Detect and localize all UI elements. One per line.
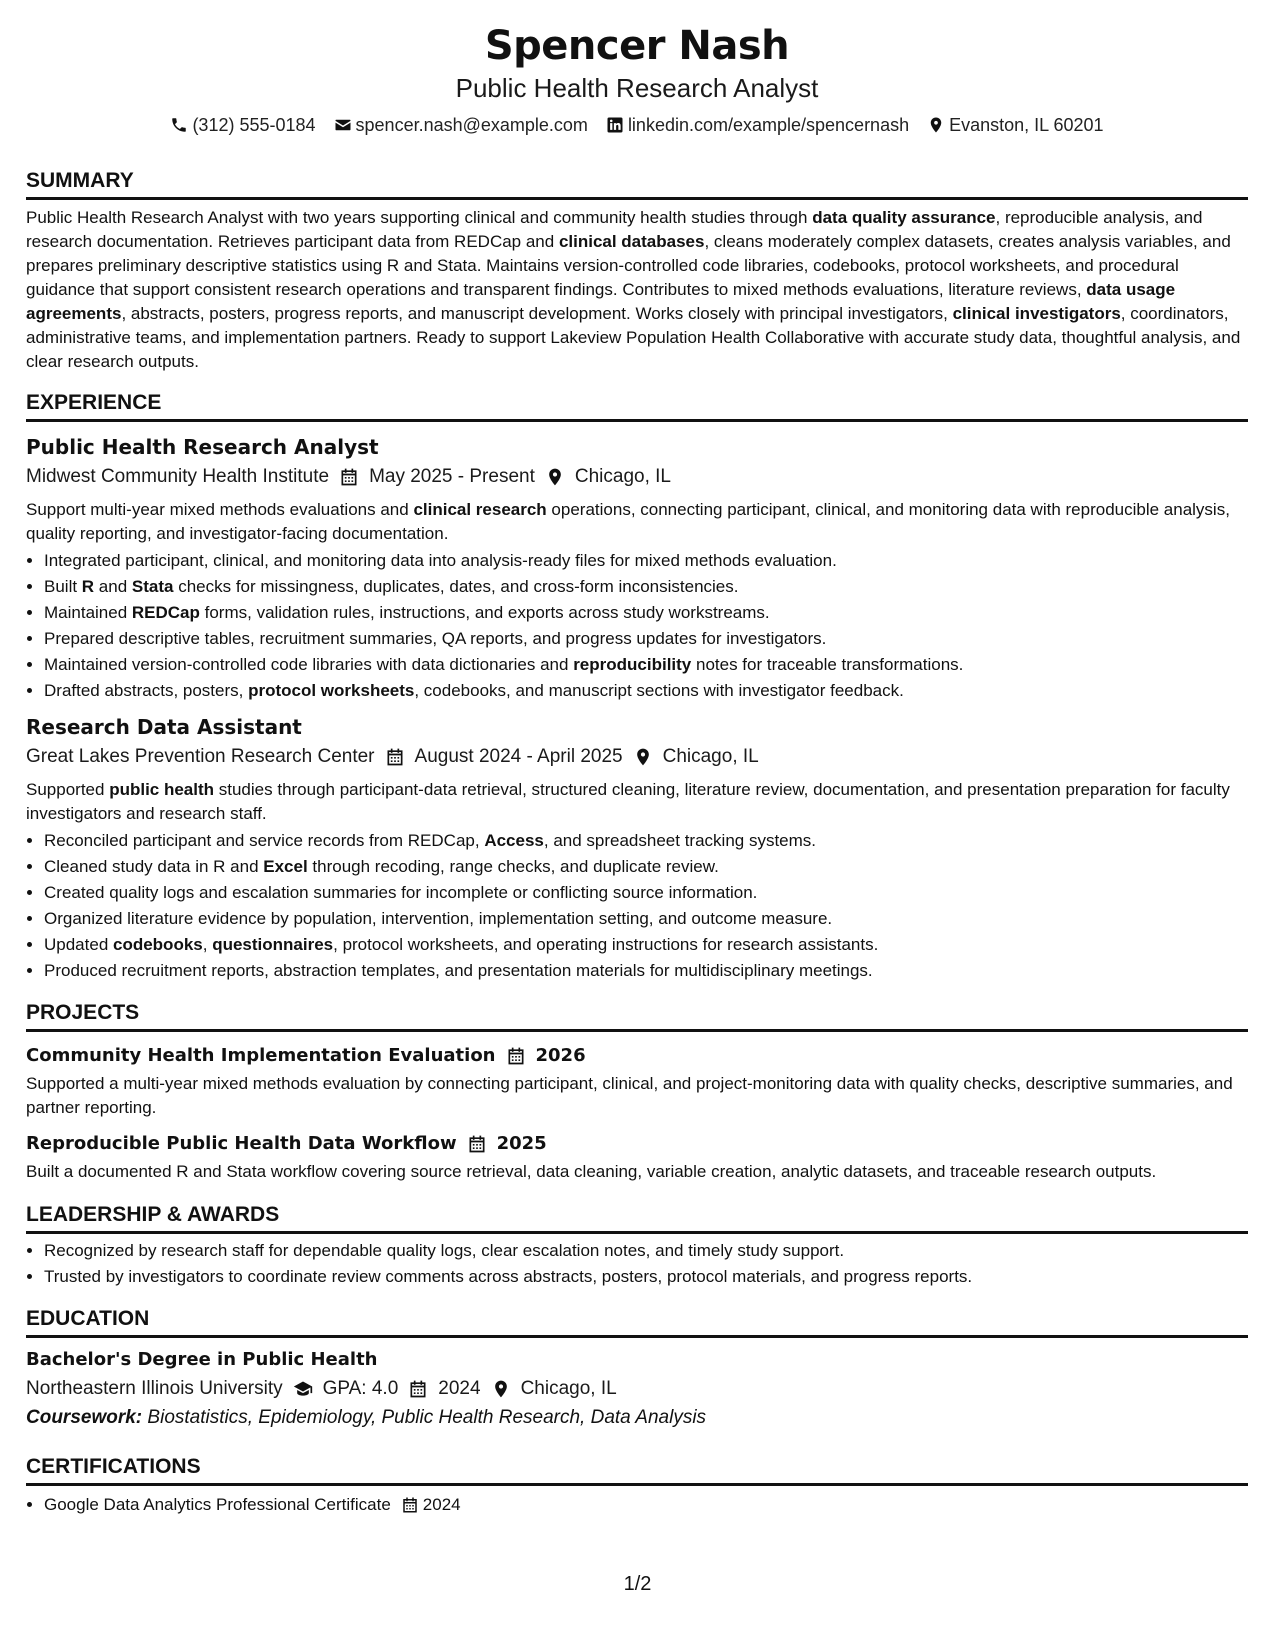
section-heading: CERTIFICATIONS bbox=[26, 1454, 1248, 1486]
section-certifications bbox=[26, 1454, 1248, 1518]
section-heading: EXPERIENCE bbox=[26, 390, 1248, 422]
job-location bbox=[633, 742, 759, 772]
section-summary bbox=[26, 168, 1248, 374]
bullet-item bbox=[44, 958, 1248, 984]
bullet-text: Updated bbox=[44, 935, 113, 954]
phone-icon bbox=[170, 116, 188, 134]
bullet-keyword: protocol worksheets bbox=[248, 681, 415, 700]
job-org: Great Lakes Prevention Research Center bbox=[26, 746, 375, 767]
education-gpa bbox=[293, 1374, 399, 1404]
calendar-icon bbox=[506, 1046, 526, 1066]
section-experience bbox=[26, 390, 1248, 984]
project-title: Reproducible Public Health Data Workflow bbox=[26, 1133, 457, 1154]
section-leadership bbox=[26, 1202, 1248, 1290]
page-number: 1/2 bbox=[623, 1573, 652, 1595]
resume-page bbox=[26, 20, 1248, 1518]
job-org: Midwest Community Health Institute bbox=[26, 466, 330, 487]
summary-keyword: clinical investigators bbox=[952, 304, 1121, 323]
project-header bbox=[26, 1042, 1248, 1070]
job-title: Public Health Research Analyst bbox=[26, 435, 379, 459]
project-year: 2026 bbox=[535, 1045, 586, 1066]
summary-keyword: data usage agreements bbox=[26, 280, 1176, 323]
coursework-label: Coursework: bbox=[26, 1407, 143, 1428]
section-heading: PROJECTS bbox=[26, 1000, 1248, 1032]
job-dates bbox=[339, 462, 535, 492]
education-location bbox=[491, 1374, 617, 1404]
bullet-keyword: Excel bbox=[263, 857, 308, 876]
bullet-item bbox=[44, 932, 1248, 958]
desc-text: Supported bbox=[26, 780, 110, 799]
bullet-text: and bbox=[94, 577, 132, 596]
summary-paragraph bbox=[26, 206, 1248, 374]
desc-keyword: public health bbox=[109, 780, 215, 799]
bullet-keyword: codebooks bbox=[113, 935, 203, 954]
job-dates-text: August 2024 - April 2025 bbox=[414, 746, 623, 767]
job-meta bbox=[26, 742, 1248, 772]
job-meta bbox=[26, 462, 1248, 492]
education-meta bbox=[26, 1374, 1248, 1404]
summary-text: , cleans moderately complex datasets, creates analysis variables, and prepares preliminary descriptive statistics using R and Stata. Maintains version-controlled code libraries, codebooks, protocol worksheets, and procedural guidance that support consistent research operations and transparent findings. Contributes to mixed methods evaluations, literature reviews, bbox=[26, 232, 1231, 299]
project-entry bbox=[26, 1130, 1248, 1184]
summary-keyword: data quality assurance bbox=[812, 208, 996, 227]
job-entry bbox=[26, 712, 1248, 984]
bullet-item bbox=[44, 1492, 1248, 1518]
bullet-item bbox=[44, 626, 1248, 652]
candidate-title: Public Health Research Analyst bbox=[455, 73, 819, 103]
bullet-keyword: reproducibility bbox=[573, 655, 692, 674]
contact-location bbox=[927, 112, 1103, 138]
project-header bbox=[26, 1130, 1248, 1158]
map-pin-icon bbox=[927, 116, 945, 134]
contact-linkedin[interactable] bbox=[606, 112, 909, 138]
location-text: Chicago, IL bbox=[520, 1378, 617, 1399]
bullet-text: , bbox=[202, 935, 213, 954]
project-entry bbox=[26, 1042, 1248, 1120]
gpa-text: GPA: 4.0 bbox=[322, 1378, 399, 1399]
summary-keyword: clinical databases bbox=[558, 232, 705, 251]
cert-year: 2024 bbox=[422, 1495, 461, 1514]
job-bullets bbox=[26, 828, 1248, 984]
bullet-text: Prepared descriptive tables, recruitment summaries, QA reports, and progress updates for investigators. bbox=[44, 629, 827, 648]
calendar-icon bbox=[467, 1134, 487, 1154]
section-projects bbox=[26, 1000, 1248, 1184]
section-education bbox=[26, 1306, 1248, 1432]
bullet-text: , protocol worksheets, and operating instructions for research assistants. bbox=[333, 935, 879, 954]
bullet-text: Organized literature evidence by population, intervention, implementation setting, and outcome measure. bbox=[44, 909, 833, 928]
job-location-text: Chicago, IL bbox=[662, 746, 759, 767]
bullet-item bbox=[44, 678, 1248, 704]
linkedin-icon bbox=[606, 116, 624, 134]
bullet-text: Cleaned study data in R and bbox=[44, 857, 264, 876]
contact-phone[interactable] bbox=[170, 112, 315, 138]
section-heading: EDUCATION bbox=[26, 1306, 1248, 1338]
contact-email[interactable] bbox=[334, 112, 588, 138]
bullet-keyword: questionnaires bbox=[212, 935, 334, 954]
map-pin-icon bbox=[545, 467, 565, 487]
bullet-keyword: REDCap bbox=[131, 603, 200, 622]
project-description: Supported a multi-year mixed methods evaluation by connecting participant, clinical, and project-monitoring data with quality checks, descriptive summaries, and partner reporting. bbox=[26, 1074, 1233, 1117]
job-bullets bbox=[26, 548, 1248, 704]
calendar-icon bbox=[339, 467, 359, 487]
bullet-text: through recoding, range checks, and duplicate review. bbox=[307, 857, 719, 876]
graduation-cap-icon bbox=[293, 1379, 313, 1399]
location-text: Evanston, IL 60201 bbox=[949, 115, 1104, 135]
map-pin-icon bbox=[633, 747, 653, 767]
desc-text: studies through participant-data retrieval, structured cleaning, literature review, documentation, and presentation preparation for faculty investigators and research staff. bbox=[26, 780, 1230, 823]
bullet-keyword: Stata bbox=[131, 577, 174, 596]
map-pin-icon bbox=[491, 1379, 511, 1399]
coursework bbox=[26, 1404, 1248, 1432]
desc-text: Support multi-year mixed methods evaluations and bbox=[26, 500, 414, 519]
bullet-item bbox=[44, 600, 1248, 626]
bullet-keyword: R bbox=[81, 577, 95, 596]
desc-keyword: clinical research bbox=[413, 500, 547, 519]
bullet-text: notes for traceable transformations. bbox=[691, 655, 964, 674]
project-year: 2025 bbox=[496, 1133, 547, 1154]
section-heading: SUMMARY bbox=[26, 168, 1248, 200]
bullet-item bbox=[44, 548, 1248, 574]
bullet-text: Drafted abstracts, posters, bbox=[44, 681, 249, 700]
bullet-text: Created quality logs and escalation summaries for incomplete or conflicting source information. bbox=[44, 883, 758, 902]
calendar-icon bbox=[385, 747, 405, 767]
project-description: Built a documented R and Stata workflow covering source retrieval, data cleaning, variable creation, analytic datasets, and traceable research outputs. bbox=[26, 1162, 1157, 1181]
bullet-text: Built bbox=[44, 577, 82, 596]
school-name: Northeastern Illinois University bbox=[26, 1378, 283, 1399]
desc-text: operations, connecting participant, clinical, and monitoring data with reproducible analysis, quality reporting, and investigator-facing documentation. bbox=[26, 500, 1230, 543]
phone-text: (312) 555-0184 bbox=[192, 115, 316, 135]
year-text: 2024 bbox=[438, 1378, 481, 1399]
bullet-item bbox=[44, 828, 1248, 854]
bullet-item bbox=[44, 906, 1248, 932]
summary-text: , coordinators, administrative teams, and implementation partners. Ready to support Lakeview Population Health Collaborative with accurate study data, thoughtful analysis, and clear research outputs. bbox=[26, 304, 1241, 371]
bullet-item bbox=[44, 574, 1248, 600]
resume-header bbox=[26, 20, 1248, 138]
job-dates-text: May 2025 - Present bbox=[369, 466, 535, 487]
job-description bbox=[26, 778, 1248, 826]
bullet-text: checks for missingness, duplicates, dates, and cross-form inconsistencies. bbox=[173, 577, 739, 596]
calendar-icon bbox=[408, 1379, 428, 1399]
job-title: Research Data Assistant bbox=[26, 715, 302, 739]
bullet-item bbox=[44, 854, 1248, 880]
summary-text: , reproducible analysis, and research documentation. Retrieves participant data from REDCap and bbox=[26, 208, 1203, 251]
job-location bbox=[545, 462, 671, 492]
cert-bullets bbox=[26, 1492, 1248, 1518]
email-text: spencer.nash@example.com bbox=[355, 115, 588, 135]
summary-text: , abstracts, posters, progress reports, and manuscript development. Works closely with principal investigators, bbox=[121, 304, 953, 323]
calendar-icon bbox=[401, 1496, 419, 1514]
bullet-item bbox=[44, 652, 1248, 678]
bullet-item bbox=[44, 880, 1248, 906]
envelope-icon bbox=[334, 116, 352, 134]
project-title: Community Health Implementation Evaluation bbox=[26, 1045, 496, 1066]
contact-bar bbox=[26, 112, 1248, 138]
bullet-keyword: Access bbox=[484, 831, 544, 850]
summary-text: Public Health Research Analyst with two years supporting clinical and community health studies through bbox=[26, 208, 813, 227]
bullet-text: , and spreadsheet tracking systems. bbox=[543, 831, 817, 850]
linkedin-text: linkedin.com/example/spencernash bbox=[627, 115, 910, 135]
bullet-text: Produced recruitment reports, abstraction templates, and presentation materials for multidisciplinary meetings. bbox=[44, 961, 873, 980]
cert-entry bbox=[44, 1492, 461, 1518]
job-description bbox=[26, 498, 1248, 546]
bullet-item: • Recognized by research staff for dependable quality logs, clear escalation notes, and timely study support. bbox=[44, 1238, 1248, 1264]
candidate-name: Spencer Nash bbox=[484, 23, 790, 69]
cert-name: • Google Data Analytics Professional Certificate bbox=[44, 1495, 391, 1514]
leadership-bullets bbox=[26, 1238, 1248, 1290]
job-location-text: Chicago, IL bbox=[574, 466, 671, 487]
education-year bbox=[408, 1374, 480, 1404]
bullet-text: Maintained version-controlled code libraries with data dictionaries and bbox=[44, 655, 574, 674]
coursework-list: Biostatistics, Epidemiology, Public Health Research, Data Analysis bbox=[142, 1407, 707, 1428]
bullet-text: Reconciled participant and service records from REDCap, bbox=[44, 831, 485, 850]
degree-title: Bachelor's Degree in Public Health bbox=[26, 1349, 378, 1370]
bullet-text: , codebooks, and manuscript sections with investigator feedback. bbox=[414, 681, 904, 700]
bullet-item: • Trusted by investigators to coordinate review comments across abstracts, posters, protocol materials, and progress reports. bbox=[44, 1264, 1248, 1290]
job-entry bbox=[26, 432, 1248, 704]
job-dates bbox=[385, 742, 623, 772]
bullet-text: forms, validation rules, instructions, and exports across study workstreams. bbox=[199, 603, 770, 622]
section-heading: LEADERSHIP & AWARDS bbox=[26, 1202, 1248, 1234]
bullet-text: Integrated participant, clinical, and monitoring data into analysis-ready files for mixed methods evaluation. bbox=[44, 551, 837, 570]
bullet-text: Maintained bbox=[44, 603, 132, 622]
